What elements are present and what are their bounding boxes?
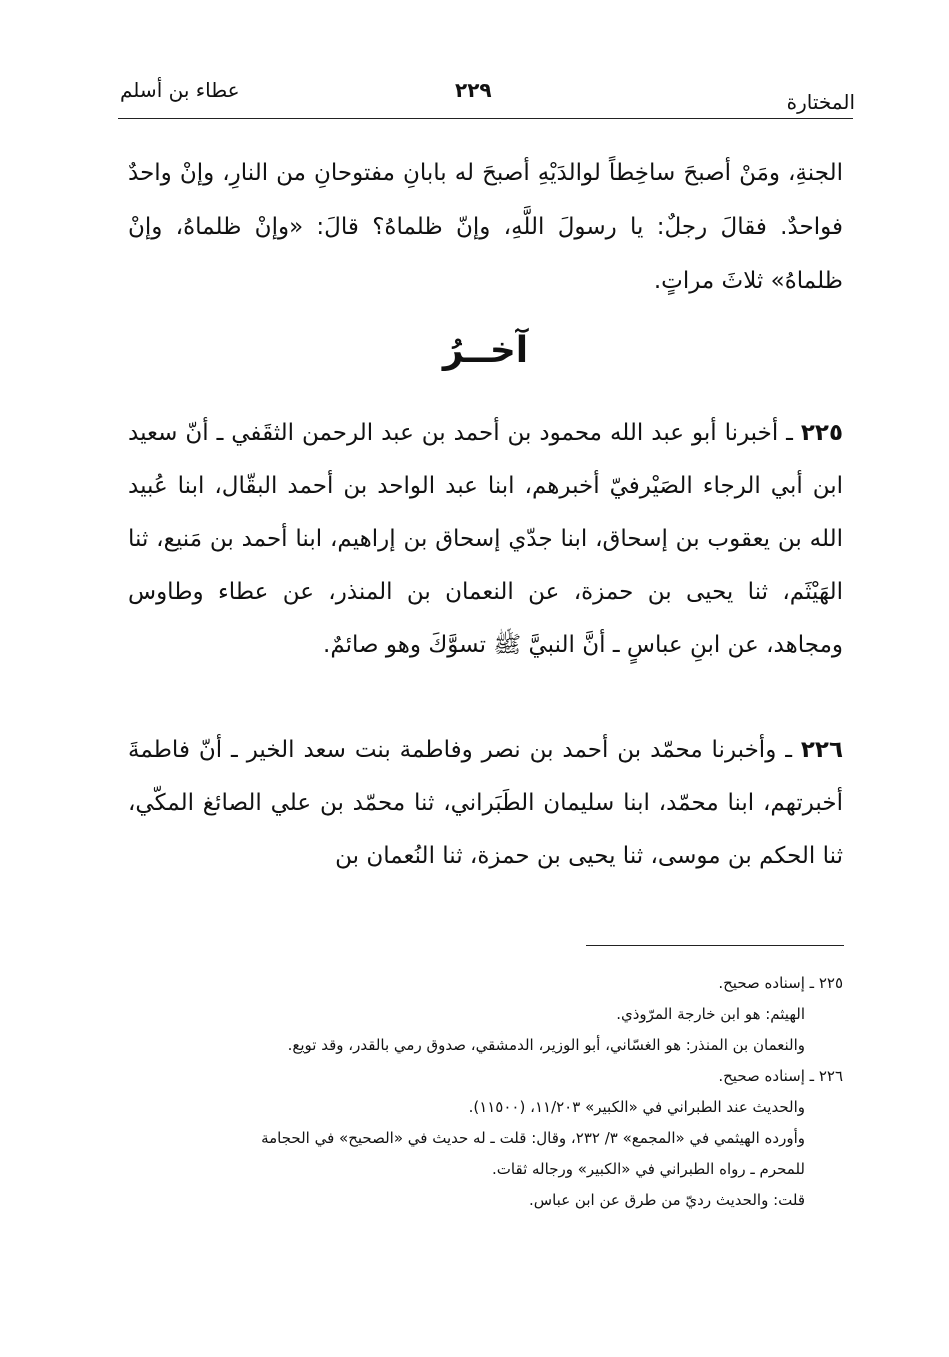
footnote-line: ٢٢٦ ـ إسناده صحيح. — [718, 1067, 843, 1085]
intro-text: الجنةِ، ومَنْ أصبحَ ساخِطاً لوالدَيْهِ أصبحَ له بابانِ مفتوحانِ من النارِ، وإنْ واحدٌ فواحدٌ. فقالَ رجلٌ: يا رسولَ اللَّهِ، وإنّ ظلماهُ؟ قالَ: «وإنْ ظلماهُ، وإنْ ظلماهُ» ثلاثَ مراتٍ. — [128, 160, 843, 294]
hadith-226 — [128, 724, 843, 883]
footnote-line: الهيثم: هو ابن خارجة المرّوذي. — [616, 1005, 805, 1023]
footnote-divider — [586, 945, 844, 946]
page-header — [120, 78, 855, 112]
footnote-line: والنعمان بن المنذر: هو الغسّاني، أبو الوزير، الدمشقي، صدوق رمي بالقدر، وقد تويع. — [287, 1036, 805, 1054]
page-number: ٢٢٩ — [455, 78, 492, 102]
section-title: المختارة — [786, 90, 855, 114]
hadith-number: ٢٢٥ — [800, 420, 844, 446]
section-heading: آخــرُ — [442, 330, 529, 371]
hadith-225 — [128, 407, 843, 672]
footnote-line: للمحرم ـ رواه الطبراني في «الكبير» ورجاله ثقات. — [492, 1160, 805, 1178]
hadith-text: ـ أخبرنا أبو عبد الله محمود بن أحمد بن عبد الرحمن الثقَفي ـ أنّ سعيد ابن أبي الرجاء الصَيْرفيّ أخبرهم، ابنا عبد الواحد بن أحمد البقّال، ابنا عُبيد الله بن يعقوب بن إسحاق، ابنا جدّي إسحاق بن إراهيم، ابنا أحمد بن مَنيع، ثنا الهَيْثَم، ثنا يحيى بن حمزة، عن النعمان بن المنذر، عن عطاء وطاوس ومجاهد، عن ابنِ عباسٍ ـ أنَّ النبيَّ ﷺ تسوَّكَ وهو صائمٌ. — [128, 420, 843, 658]
footnote-line: والحديث عند الطبراني في «الكبير» ١١/٢٠٣، (١١٥٠٠). — [468, 1098, 805, 1116]
intro-paragraph — [128, 146, 843, 308]
footnotes — [128, 968, 843, 1216]
footnote-line: وأورده الهيثمي في «المجمع» ٣/ ٢٣٢، وقال: قلت ـ له حديث في «الصحيح» في الحجامة — [261, 1129, 805, 1147]
footnote-line: قلت: والحديث رديّ من طرق عن ابن عباس. — [529, 1191, 805, 1209]
header-divider — [118, 118, 853, 119]
hadith-text: ـ وأخبرنا محمّد بن أحمد بن نصر وفاطمة بنت سعد الخير ـ أنّ فاطمةَ أخبرتهم، ابنا محمّد، ابنا سليمان الطَبَراني، ثنا محمّد بن علي الصائغ المكّي، ثنا الحكم بن موسى، ثنا يحيى بن حمزة، ثنا النُعمان بن — [128, 737, 843, 869]
chapter-title: عطاء بن أسلم — [120, 78, 240, 102]
hadith-number: ٢٢٦ — [800, 737, 843, 763]
footnote-line: ٢٢٥ ـ إسناده صحيح. — [718, 974, 843, 992]
